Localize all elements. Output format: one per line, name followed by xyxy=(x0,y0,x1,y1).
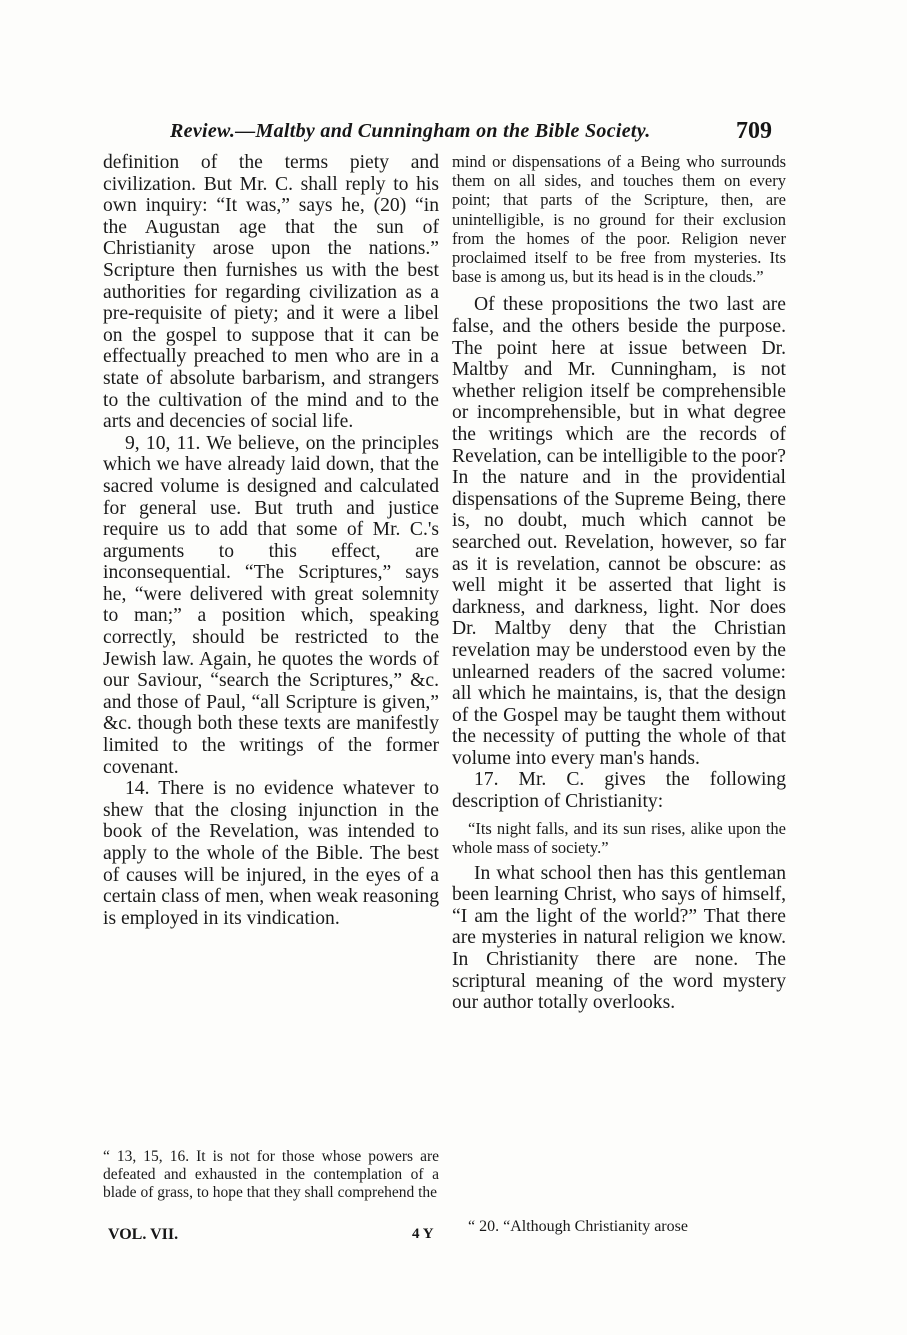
signature-mark: 4 Y xyxy=(412,1226,434,1242)
left-paragraph-3: 14. There is no evidence whatever to shew that the closing injunction in the book of the Revelation, was intended to apply to the whole of the Bible. The best of causes will be injured, in the eyes of a certain class of men, when weak reasoning is employed in its vindication. xyxy=(103,778,439,929)
left-column xyxy=(103,152,439,929)
right-paragraph-2: Of these propositions the two last are false, and the others beside the purpose. The point here at issue between Dr. Maltby and Mr. Cunningham, is not whether religion itself be comprehensible or incomprehensible, but in what degree the writings which are the records of Revelation, can be intelligible to the poor? In the nature and in the providential dispensations of the Supreme Being, there is, no doubt, much which cannot be searched out. Revelation, however, so far as it is revelation, cannot be obscure: as well might it be asserted that light is darkness, and darkness, light. Nor does Dr. Maltby deny that the Christian revelation may be understood even by the unlearned readers of the sacred volume: all which he maintains, is, that the design of the Gospel may be taught them without the necessity of putting the whole of that volume into every man's hands. xyxy=(452,294,786,769)
right-column xyxy=(452,152,786,1014)
running-head: Review.—Maltby and Cunningham on the Bible Society. xyxy=(170,120,651,142)
right-paragraph-3: 17. Mr. C. gives the following description of Christianity: xyxy=(452,769,786,813)
right-paragraph-4: In what school then has this gentleman been learning Christ, who says of himself, “I am the light of the world?” That there are mysteries in natural religion we know. In Christianity there are none. The scriptural meaning of the word mystery our author totally overlooks. xyxy=(452,862,786,1014)
left-footnote: “ 13, 15, 16. It is not for those whose powers are defeated and exhausted in the contemplation of a blade of grass, to hope that they shall comprehend the xyxy=(103,1148,439,1201)
page-header xyxy=(160,118,772,152)
left-paragraph-2: 9, 10, 11. We believe, on the principles which we have already laid down, that the sacred volume is designed and calculated for general use. But truth and justice require us to add that some of Mr. C.'s arguments to this effect, are inconsequential. “The Scriptures,” says he, “were delivered with great solemnity to man;” a position which, speaking correctly, should be restricted to the Jewish law. Again, he quotes the words of our Saviour, “search the Scriptures,” &c. and those of Paul, “all Scripture is given,” &c. though both these texts are manifestly limited to the writings of the former covenant. xyxy=(103,432,439,778)
right-paragraph-1: mind or dispensations of a Being who surrounds them on all sides, and touches them on every point; that parts of the Scripture, then, are unintelligible, is no ground for their exclusion from the homes of the poor. Religion never proclaimed itself to be free from mysteries. Its base is among us, but its head is in the clouds.” xyxy=(452,152,786,287)
volume-marker: VOL. VII. xyxy=(108,1226,179,1243)
page-number: 709 xyxy=(736,118,772,144)
right-footnote: “ 20. “Although Christianity arose xyxy=(468,1218,688,1235)
block-quote: “Its night falls, and its sun rises, alike upon the whole mass of society.” xyxy=(452,818,786,857)
left-paragraph-1: definition of the terms piety and civilization. But Mr. C. shall reply to his own inquiry: “It was,” says he, (20) “in the Augustan age that the sun of Christianity arose upon the nations.” Scripture then furnishes us with the best authorities for regarding civilization as a pre-requisite of piety; and it were a libel on the gospel to suppose that it can be effectually preached to men who are in a state of absolute barbarism, and strangers to the cultivation of the mind and to the arts and decencies of social life. xyxy=(103,152,439,433)
